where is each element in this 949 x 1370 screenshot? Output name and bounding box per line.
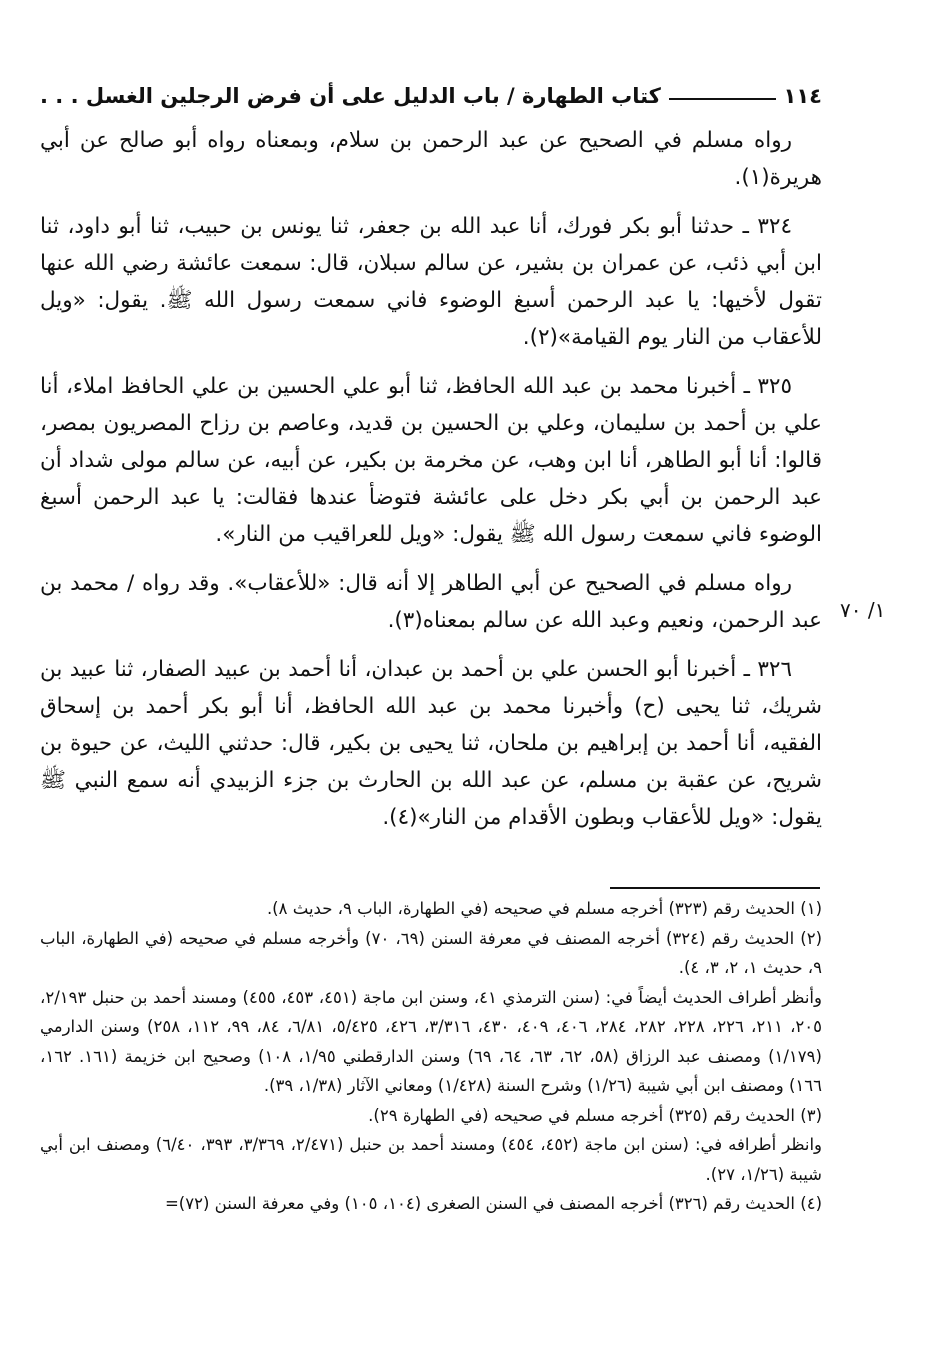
page-header <box>40 76 822 116</box>
header-rule <box>669 98 776 100</box>
footnote-continuation: وأنظر أطراف الحديث أيضاً في: (سنن الترمذي ٤١، وسنن ابن ماجة (٤٥١، ٤٥٣، ٤٥٥) ومسند أحمد بن حنبل ٢/١٩٣، ٢٠٥، ٢١١، ٢٢٦، ٢٢٨، ٢٨٢، ٢٨٤، ٤٠٦، ٤٠٩، ٤٣٠، ٣/٣١٦، ٤٢٦، ٥/٤٢٥، ٦/٨١، ٨٤، ٩٩، ١١٢، ٢٥٨) وسنن الدارمي (١/١٧٩) ومصنف عبد الرزاق (٥٨، ٦٢، ٦٣، ٦٤، ٦٩) وسنن الدارقطني ١/٩٥، ١٠٨) وصحيح ابن خزيمة (١٦١. ١٦٢، ١٦٦) ومصنف ابن أبي شيبة (١/٢٦) وشرح السنة (١/٤٢٨) ومعاني الآثار (١/٣٨، ٣٩). <box>40 987 823 1095</box>
footnote: (٤) الحديث رقم (٣٢٦) أخرجه المصنف في السنن الصغرى (١٠٤، ١٠٥) وفي معرفة السنن (٧٢)= <box>164 1194 822 1213</box>
paragraph: ٣٢٤ ـ حدثنا أبو بكر فورك، أنا عبد الله بن جعفر، ثنا يونس بن حبيب، ثنا أبو داود، ثنا ابن أبي ذئب، عن عمران بن بشير، عن سالم سبلان، قال: سمعت عائشة رضي الله عنها تقول لأخيها: يا عبد الرحمن أسبغ الوضوء فاني سمعت رسول الله ﷺ. يقول: «ويل للأعقاب من النار يوم القيامة»(٢). <box>40 214 822 350</box>
running-title: كتاب الطهارة / باب الدليل على أن فرض الرجلين الغسل . . . <box>40 84 661 108</box>
paragraph: ٣٢٦ ـ أخبرنا أبو الحسن علي بن أحمد بن عبدان، أنا أحمد بن عبيد الصفار، ثنا عبيد بن شريك، ثنا يحيى (ح) وأخبرنا محمد بن عبد الله الحافظ، أنا أبو بكر أحمد بن إسحاق الفقيه، أنا أحمد بن إبراهيم بن ملحان، ثنا يحيى بن بكير، قال: حدثني الليث، عن حيوة بن شريح، عن عقبة بن مسلم، عن عبد الله بن الحارث بن جزء الزبيدي أنه سمع النبي ﷺ يقول: «ويل للأعقاب وبطون الأقدام من النار»(٤). <box>40 657 822 830</box>
footnote: (٣) الحديث رقم (٣٢٥) أخرجه مسلم في صحيحه (في الطهارة ٢٩). <box>368 1105 822 1125</box>
main-text <box>40 122 822 848</box>
footnote: (٢) الحديث رقم (٣٢٤) أخرجه المصنف في معرفة السنن (٦٩، ٧٠) وأخرجه مسلم في صحيحه (في الطهارة، الباب ٩، حديث ١، ٢، ٣، ٤). <box>40 928 822 977</box>
footnotes <box>40 894 822 1219</box>
paragraph: رواه مسلم في الصحيح عن أبي الطاهر إلا أنه قال: «للأعقاب». وقد رواه / محمد بن عبد الرحمن، ونعيم وعبد الله عن سالم بمعناه(٣). <box>40 571 822 633</box>
paragraph: رواه مسلم في الصحيح عن عبد الرحمن بن سلام، وبمعناه رواه أبو صالح عن أبي هريرة(١). <box>40 128 822 190</box>
footnote-separator <box>610 887 820 889</box>
page-number: ١١٤ <box>783 84 822 108</box>
footnote: (١) الحديث رقم (٣٢٣) أخرجه مسلم في صحيحه (في الطهارة، الباب ٩، حديث ٨). <box>266 899 822 918</box>
margin-reference: ١/ ٧٠ <box>840 598 886 622</box>
footnote-continuation: وانظر أطرافه في: (سنن ابن ماجة (٤٥٢، ٤٥٤) ومسند أحمد بن حنبل (٢/٤٧١، ٣/٣٦٩، ٣٩٣، ٦/٤٠) ومصنف ابن أبي شيبة (١/٢٦، ٢٧). <box>40 1135 823 1184</box>
paragraph: ٣٢٥ ـ أخبرنا محمد بن عبد الله الحافظ، ثنا أبو علي الحسين بن علي الحافظ املاء، أنا علي بن أحمد بن سليمان، وعلي بن الحسين بن قديد، وعاصم بن رزاح المصريون بمصر، قالوا: أنا أبو الطاهر، أنا ابن وهب، عن مخرمة بن بكير، عن أبيه، عن سالم مولى شداد أن عبد الرحمن بن أبي بكر دخل على عائشة فتوضأ عندها فقالت: يا عبد الرحمن أسبغ الوضوء فاني سمعت رسول الله ﷺ يقول: «ويل للعراقيب من النار». <box>40 374 822 547</box>
